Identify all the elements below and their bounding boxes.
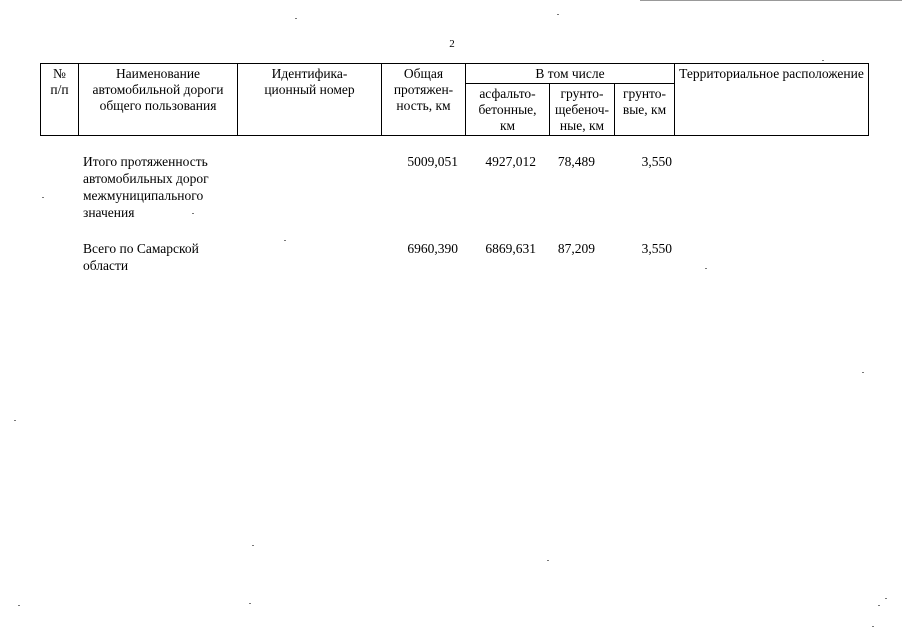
scan-speck — [862, 372, 864, 373]
scan-speck — [705, 268, 707, 269]
header-location: Территориальное расположение — [675, 64, 869, 136]
header-asphalt: асфальто- бетонные, км — [466, 84, 550, 136]
header-road-name: Наименование автомобильной дороги общего пользования — [79, 64, 238, 136]
scan-speck — [192, 213, 194, 214]
header-row-1 — [41, 64, 869, 84]
scan-speck — [885, 598, 887, 599]
header-including: В том числе — [466, 64, 675, 84]
scan-speck — [18, 605, 20, 606]
scan-speck — [822, 60, 824, 61]
scan-speck — [547, 560, 549, 561]
row-1-gravel: 78,489 — [557, 154, 595, 169]
row-2-gravel: 87,209 — [557, 241, 595, 256]
row-2-dirt: 3,550 — [641, 241, 672, 256]
scan-speck — [878, 605, 880, 606]
scan-speck — [284, 240, 286, 241]
row-1-label: Итого протяженность автомобильных дорог межмуниципального значения — [83, 154, 209, 220]
scan-speck — [14, 420, 16, 421]
header-dirt: грунто- вые, км — [615, 84, 675, 136]
header-gravel: грунто- щебеноч- ные, км — [550, 84, 615, 136]
row-1-total: 5009,051 — [407, 154, 458, 169]
row-2-total: 6960,390 — [407, 241, 458, 256]
page-number: 2 — [449, 38, 455, 50]
scan-speck — [252, 545, 254, 546]
row-1-asphalt: 4927,012 — [485, 154, 536, 169]
table-header — [40, 63, 869, 136]
row-1-dirt: 3,550 — [641, 154, 672, 169]
header-num: № п/п — [41, 64, 79, 136]
row-2-label: Всего по Самарской области — [83, 241, 199, 273]
scan-speck — [872, 626, 874, 627]
scan-speck — [42, 197, 44, 198]
scan-speck — [295, 18, 297, 19]
scan-speck — [249, 603, 251, 604]
header-id-number: Идентифика- ционный номер — [238, 64, 382, 136]
top-edge-rule — [640, 0, 902, 1]
scan-speck — [557, 14, 559, 15]
row-2-asphalt: 6869,631 — [485, 241, 536, 256]
header-total-length: Общая протяжен- ность, км — [382, 64, 466, 136]
